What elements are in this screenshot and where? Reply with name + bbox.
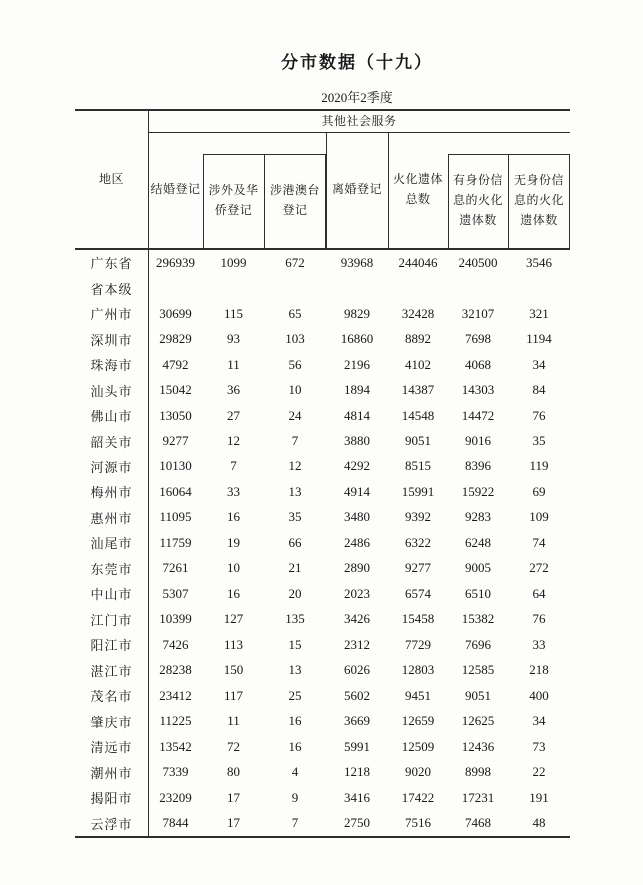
value-cell: 33 [532,636,546,652]
value-cell: 127 [223,611,244,627]
value-cell: 65 [288,305,302,321]
header-cremation-without-id: 无身份信息的火化遗体数 [514,173,565,227]
value-cell: 1099 [220,254,247,270]
value-cell: 119 [529,458,549,474]
value-cell: 7729 [405,636,431,652]
value-cell: 24 [288,407,302,423]
value-cell: 29829 [159,331,192,347]
region-cell: 茂名市 [90,689,133,705]
value-cell: 6248 [465,534,491,550]
value-cell: 27 [227,407,240,423]
table-row [75,530,570,555]
value-cell: 272 [529,560,549,576]
table-row [75,632,570,657]
value-cell: 9829 [344,305,370,321]
table-body [75,250,570,836]
header-hk-macao-taiwan-registration: 涉港澳台登记 [270,183,321,217]
value-cell: 32107 [461,305,495,321]
value-cell: 12585 [461,662,495,678]
value-cell: 3416 [344,789,370,805]
value-cell: 7261 [162,560,189,576]
table-row [75,734,570,759]
value-cell: 1218 [344,764,370,780]
value-cell: 3480 [344,509,370,525]
value-cell: 64 [532,585,546,601]
header-foreign-overseas-registration: 涉外及华侨登记 [208,183,259,217]
value-cell: 11095 [159,509,192,525]
value-cell: 7 [291,815,299,831]
table-row [75,759,570,784]
value-cell: 35 [532,433,546,449]
value-cell: 6574 [405,585,431,601]
value-cell: 103 [285,331,305,347]
value-cell: 9005 [465,560,491,576]
value-cell [326,275,388,300]
value-cell: 32428 [401,305,435,321]
value-cell: 3669 [344,713,370,729]
value-cell: 12509 [401,738,435,754]
value-cell: 9277 [405,560,431,576]
value-cell: 109 [529,509,549,525]
value-cell: 69 [532,483,546,499]
value-cell: 9020 [405,764,431,780]
table-row [75,403,570,428]
value-cell: 56 [288,356,302,372]
value-cell: 8396 [465,458,491,474]
value-cell: 34 [532,356,546,372]
region-cell: 广州市 [90,307,133,323]
value-cell: 7698 [465,331,491,347]
value-cell: 16860 [340,331,374,347]
value-cell: 191 [529,789,549,805]
table-row [75,607,570,632]
statistics-table [75,109,570,838]
region-cell: 肇庆市 [90,714,133,730]
value-cell: 48 [532,815,546,831]
value-cell: 76 [532,407,546,423]
region-cell: 东莞市 [90,561,133,577]
value-cell [264,275,326,300]
table-row [75,352,570,377]
region-cell: 揭阳市 [90,791,133,807]
value-cell: 15991 [401,483,435,499]
value-cell: 14387 [401,382,435,398]
value-cell: 23412 [159,687,192,703]
region-cell: 河源市 [90,459,133,475]
value-cell: 14303 [461,382,495,398]
value-cell: 11 [227,713,240,729]
value-cell: 6322 [405,534,431,550]
region-cell: 汕头市 [90,383,133,399]
value-cell: 16064 [159,483,192,499]
header-cremation-with-id: 有身份信息的火化遗体数 [453,173,504,227]
region-cell: 韶关市 [90,434,133,450]
value-cell: 296939 [156,254,195,270]
page-title: 分市数据（十九） [281,53,433,72]
value-cell: 13542 [159,738,192,754]
value-cell: 15382 [461,611,495,627]
value-cell: 30699 [159,305,192,321]
table-row [75,708,570,733]
value-cell: 34 [532,713,546,729]
value-cell: 12 [227,433,240,449]
value-cell: 11225 [159,713,192,729]
value-cell: 14548 [401,407,435,423]
value-cell: 25 [288,687,302,703]
value-cell: 4 [291,764,299,780]
value-cell: 4102 [405,356,431,372]
value-cell: 16 [227,585,240,601]
region-cell: 广东省 [90,256,133,272]
region-cell: 清远市 [90,740,133,756]
value-cell: 11 [227,356,240,372]
value-cell: 13 [288,662,302,678]
value-cell: 7844 [162,815,189,831]
value-cell: 12803 [401,662,435,678]
value-cell: 9277 [162,433,189,449]
table-row [75,250,570,275]
value-cell: 7468 [465,815,491,831]
value-cell: 5602 [344,687,370,703]
value-cell: 84 [532,382,546,398]
value-cell: 3426 [344,611,370,627]
value-cell: 1194 [526,331,552,347]
value-cell: 93968 [340,254,374,270]
value-cell: 1894 [344,382,370,398]
value-cell: 2196 [344,356,370,372]
value-cell: 23209 [159,789,192,805]
region-cell: 潮州市 [90,765,133,781]
value-cell: 15458 [401,611,435,627]
region-cell: 中山市 [90,587,133,603]
value-cell: 2750 [344,815,370,831]
value-cell: 7696 [465,636,491,652]
value-cell: 80 [227,764,240,780]
value-cell: 5307 [162,585,189,601]
value-cell: 218 [529,662,549,678]
value-cell [203,275,264,300]
value-cell: 15 [288,636,302,652]
value-cell: 4814 [344,407,370,423]
table-row [75,301,570,326]
value-cell: 150 [223,662,244,678]
table-row [75,658,570,683]
region-cell: 珠海市 [90,358,133,374]
table-row [75,505,570,530]
value-cell: 8998 [465,764,491,780]
value-cell: 12436 [461,738,495,754]
region-cell: 省本级 [90,281,133,297]
value-cell: 4068 [465,356,491,372]
value-cell: 4292 [344,458,370,474]
value-cell: 36 [227,382,240,398]
value-cell: 15042 [159,382,192,398]
table-row [75,275,570,300]
header-region: 地区 [98,171,124,186]
value-cell: 117 [223,687,244,703]
value-cell: 115 [223,305,244,321]
value-cell: 10399 [159,611,192,627]
table-row [75,683,570,708]
value-cell: 4792 [162,356,189,372]
region-cell: 汕尾市 [90,536,133,552]
value-cell: 8892 [405,331,431,347]
page-subtitle: 2020年2季度 [321,90,393,105]
value-cell: 7426 [162,636,189,652]
value-cell: 11759 [159,534,192,550]
value-cell: 7339 [162,764,189,780]
value-cell: 10 [227,560,240,576]
table-row [75,326,570,351]
value-cell: 28238 [159,662,192,678]
value-cell: 400 [529,687,549,703]
value-cell: 12 [288,458,302,474]
value-cell: 9451 [405,687,431,703]
table-row [75,479,570,504]
value-cell: 14472 [461,407,495,423]
table-row [75,454,570,479]
header-cremation-total: 火化遗体总数 [393,172,444,206]
value-cell: 33 [227,483,240,499]
value-cell: 13 [288,483,302,499]
header-divorce-registration: 离婚登记 [331,182,382,197]
value-cell: 17231 [461,789,495,805]
value-cell: 5991 [344,738,370,754]
table-row [75,377,570,402]
value-cell: 10130 [159,458,192,474]
region-cell: 云浮市 [90,816,133,832]
table-row [75,428,570,453]
value-cell: 16 [227,509,240,525]
value-cell: 9283 [465,509,491,525]
value-cell: 22 [532,764,546,780]
value-cell: 4914 [344,483,370,499]
value-cell [388,275,448,300]
value-cell: 9 [291,789,299,805]
table-row [75,581,570,606]
value-cell: 76 [532,611,546,627]
table-row [75,556,570,581]
header-other-social-services: 其他社会服务 [321,113,397,128]
value-cell: 12659 [401,713,435,729]
value-cell: 74 [532,534,546,550]
value-cell: 20 [288,585,302,601]
value-cell: 672 [285,254,305,270]
region-cell: 惠州市 [90,510,133,526]
value-cell: 10 [288,382,302,398]
value-cell [448,275,508,300]
value-cell: 9392 [405,509,431,525]
header-marriage-registration: 结婚登记 [150,182,201,197]
value-cell: 35 [288,509,302,525]
table-bottom-rule [75,836,570,838]
value-cell [508,275,570,300]
value-cell: 9016 [465,433,491,449]
value-cell: 7516 [405,815,431,831]
value-cell: 73 [532,738,546,754]
value-cell: 6026 [344,662,370,678]
value-cell: 16 [288,738,302,754]
value-cell: 2486 [344,534,370,550]
value-cell: 6510 [465,585,491,601]
value-cell: 3880 [344,433,370,449]
value-cell: 9051 [405,433,431,449]
value-cell: 16 [288,713,302,729]
region-cell: 佛山市 [90,409,133,425]
value-cell: 93 [227,331,240,347]
value-cell: 244046 [398,254,438,270]
value-cell: 72 [227,738,240,754]
region-cell: 深圳市 [90,332,133,348]
value-cell: 19 [227,534,240,550]
table-row [75,785,570,810]
value-cell: 135 [285,611,305,627]
value-cell: 8515 [405,458,431,474]
value-cell: 17422 [401,789,435,805]
value-cell: 15922 [461,483,495,499]
region-cell: 湛江市 [90,663,133,679]
value-cell: 2312 [344,636,370,652]
value-cell: 66 [288,534,302,550]
value-cell [148,275,203,300]
value-cell: 17 [227,789,240,805]
value-cell: 9051 [465,687,491,703]
value-cell: 17 [227,815,240,831]
value-cell: 2023 [344,585,370,601]
table-row [75,810,570,835]
value-cell: 321 [529,305,549,321]
value-cell: 240500 [458,254,498,270]
value-cell: 3546 [526,254,552,270]
region-cell: 阳江市 [90,638,133,654]
region-cell: 梅州市 [90,485,133,501]
region-cell: 江门市 [90,612,133,628]
value-cell: 113 [223,636,244,652]
value-cell: 7 [291,433,299,449]
value-cell: 7 [230,458,237,474]
value-cell: 21 [288,560,302,576]
value-cell: 13050 [159,407,192,423]
value-cell: 12625 [461,713,495,729]
value-cell: 2890 [344,560,370,576]
